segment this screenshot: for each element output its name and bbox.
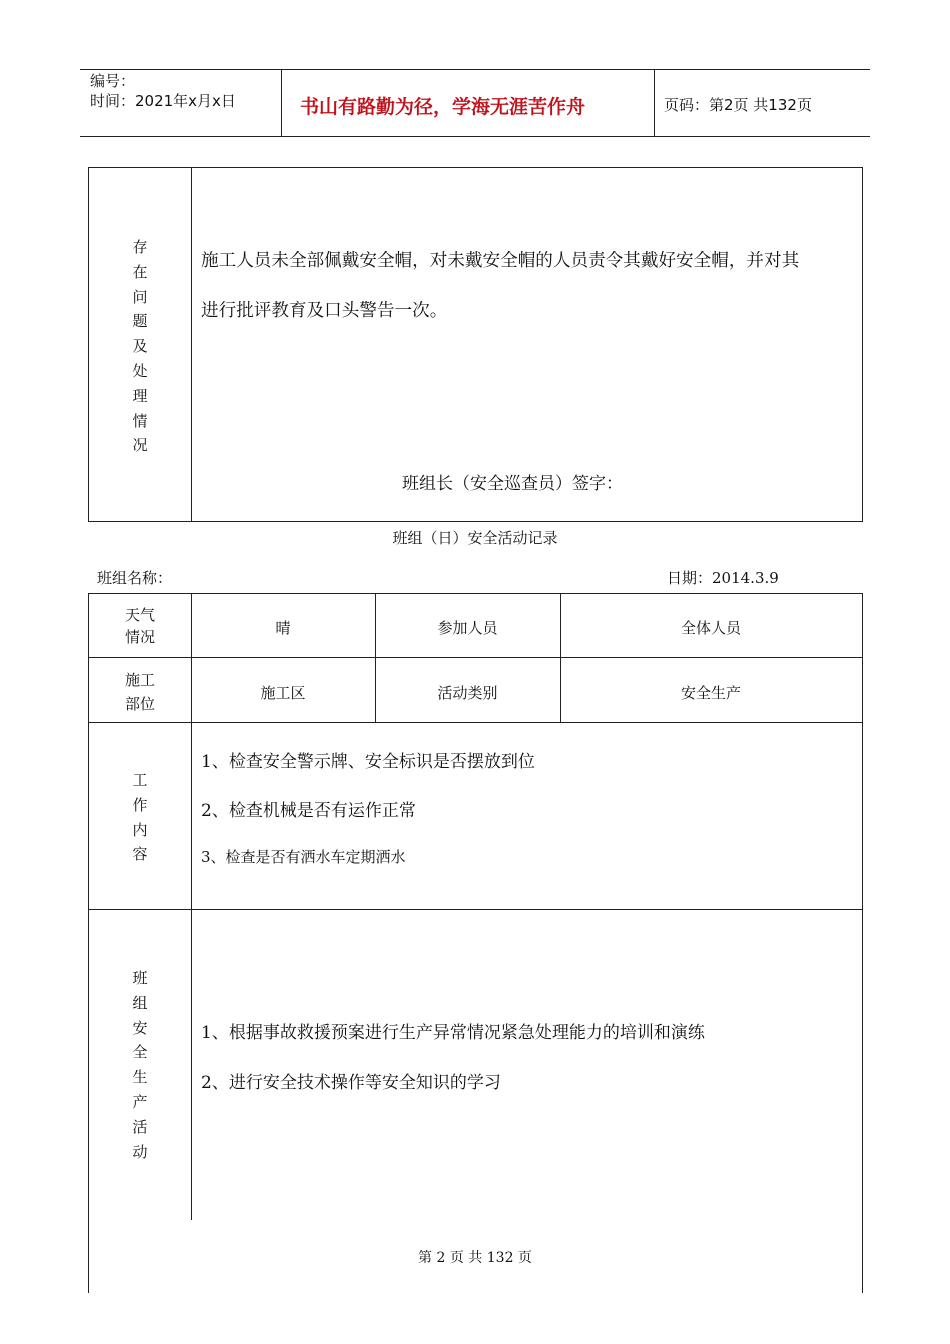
safety-activity-label: 班 组 安 全 生 产 活 动 [132, 969, 148, 1161]
record-title: 班组（日）安全活动记录 [392, 529, 558, 547]
header-bottom-rule [80, 136, 870, 137]
participants-value: 全体人员 [680, 619, 741, 637]
participants-label: 参加人员 [437, 619, 498, 637]
header-divider-left [281, 69, 282, 136]
location-value: 施工区 [260, 684, 306, 702]
header-page-label: 页码：第2页 共132页 [664, 96, 812, 114]
location-label: 施工 部位 [124, 671, 155, 713]
weather-value: 晴 [275, 619, 291, 637]
header-motto: 书山有路勤为径，学海无涯苦作舟 [300, 96, 586, 118]
record-row-3 [88, 909, 863, 910]
work-item: 1、检查安全警示牌、安全标识是否摆放到位 [201, 752, 535, 772]
activity-type-value: 安全生产 [680, 684, 741, 702]
problem-table-divider [191, 167, 192, 522]
safety-item: 1、根据事故救援预案进行生产异常情况紧急处理能力的培训和演练 [201, 1023, 705, 1043]
safety-item: 2、进行安全技术操作等安全知识的学习 [201, 1073, 501, 1093]
problem-label: 存 在 问 题 及 处 理 情 况 [132, 238, 148, 455]
header-divider-right [654, 69, 655, 136]
header-code-label: 编号： [90, 72, 136, 90]
header-top-rule [80, 69, 870, 70]
problem-content-line2: 进行批评教育及口头警告一次。 [201, 301, 448, 321]
work-content-label: 工 作 内 容 [132, 771, 148, 864]
header-time-label: 时间：2021年x月x日 [90, 92, 236, 110]
problem-content-line1: 施工人员未全部佩戴安全帽，对未戴安全帽的人员责令其戴好安全帽，并对其 [201, 251, 800, 271]
record-row-2 [88, 722, 863, 723]
weather-label: 天气 情况 [124, 606, 155, 646]
record-date: 日期：2014.3.9 [667, 569, 779, 587]
work-item: 2、检查机械是否有运作正常 [201, 801, 416, 821]
team-name-label: 班组名称： [97, 569, 173, 587]
signature-label: 班组长（安全巡查员）签字： [402, 474, 623, 494]
footer-page-number: 第 2 页 共 132 页 [418, 1250, 532, 1266]
record-row-1 [88, 657, 863, 658]
work-item: 3、检查是否有洒水车定期洒水 [201, 848, 406, 866]
activity-type-label: 活动类别 [437, 684, 498, 702]
